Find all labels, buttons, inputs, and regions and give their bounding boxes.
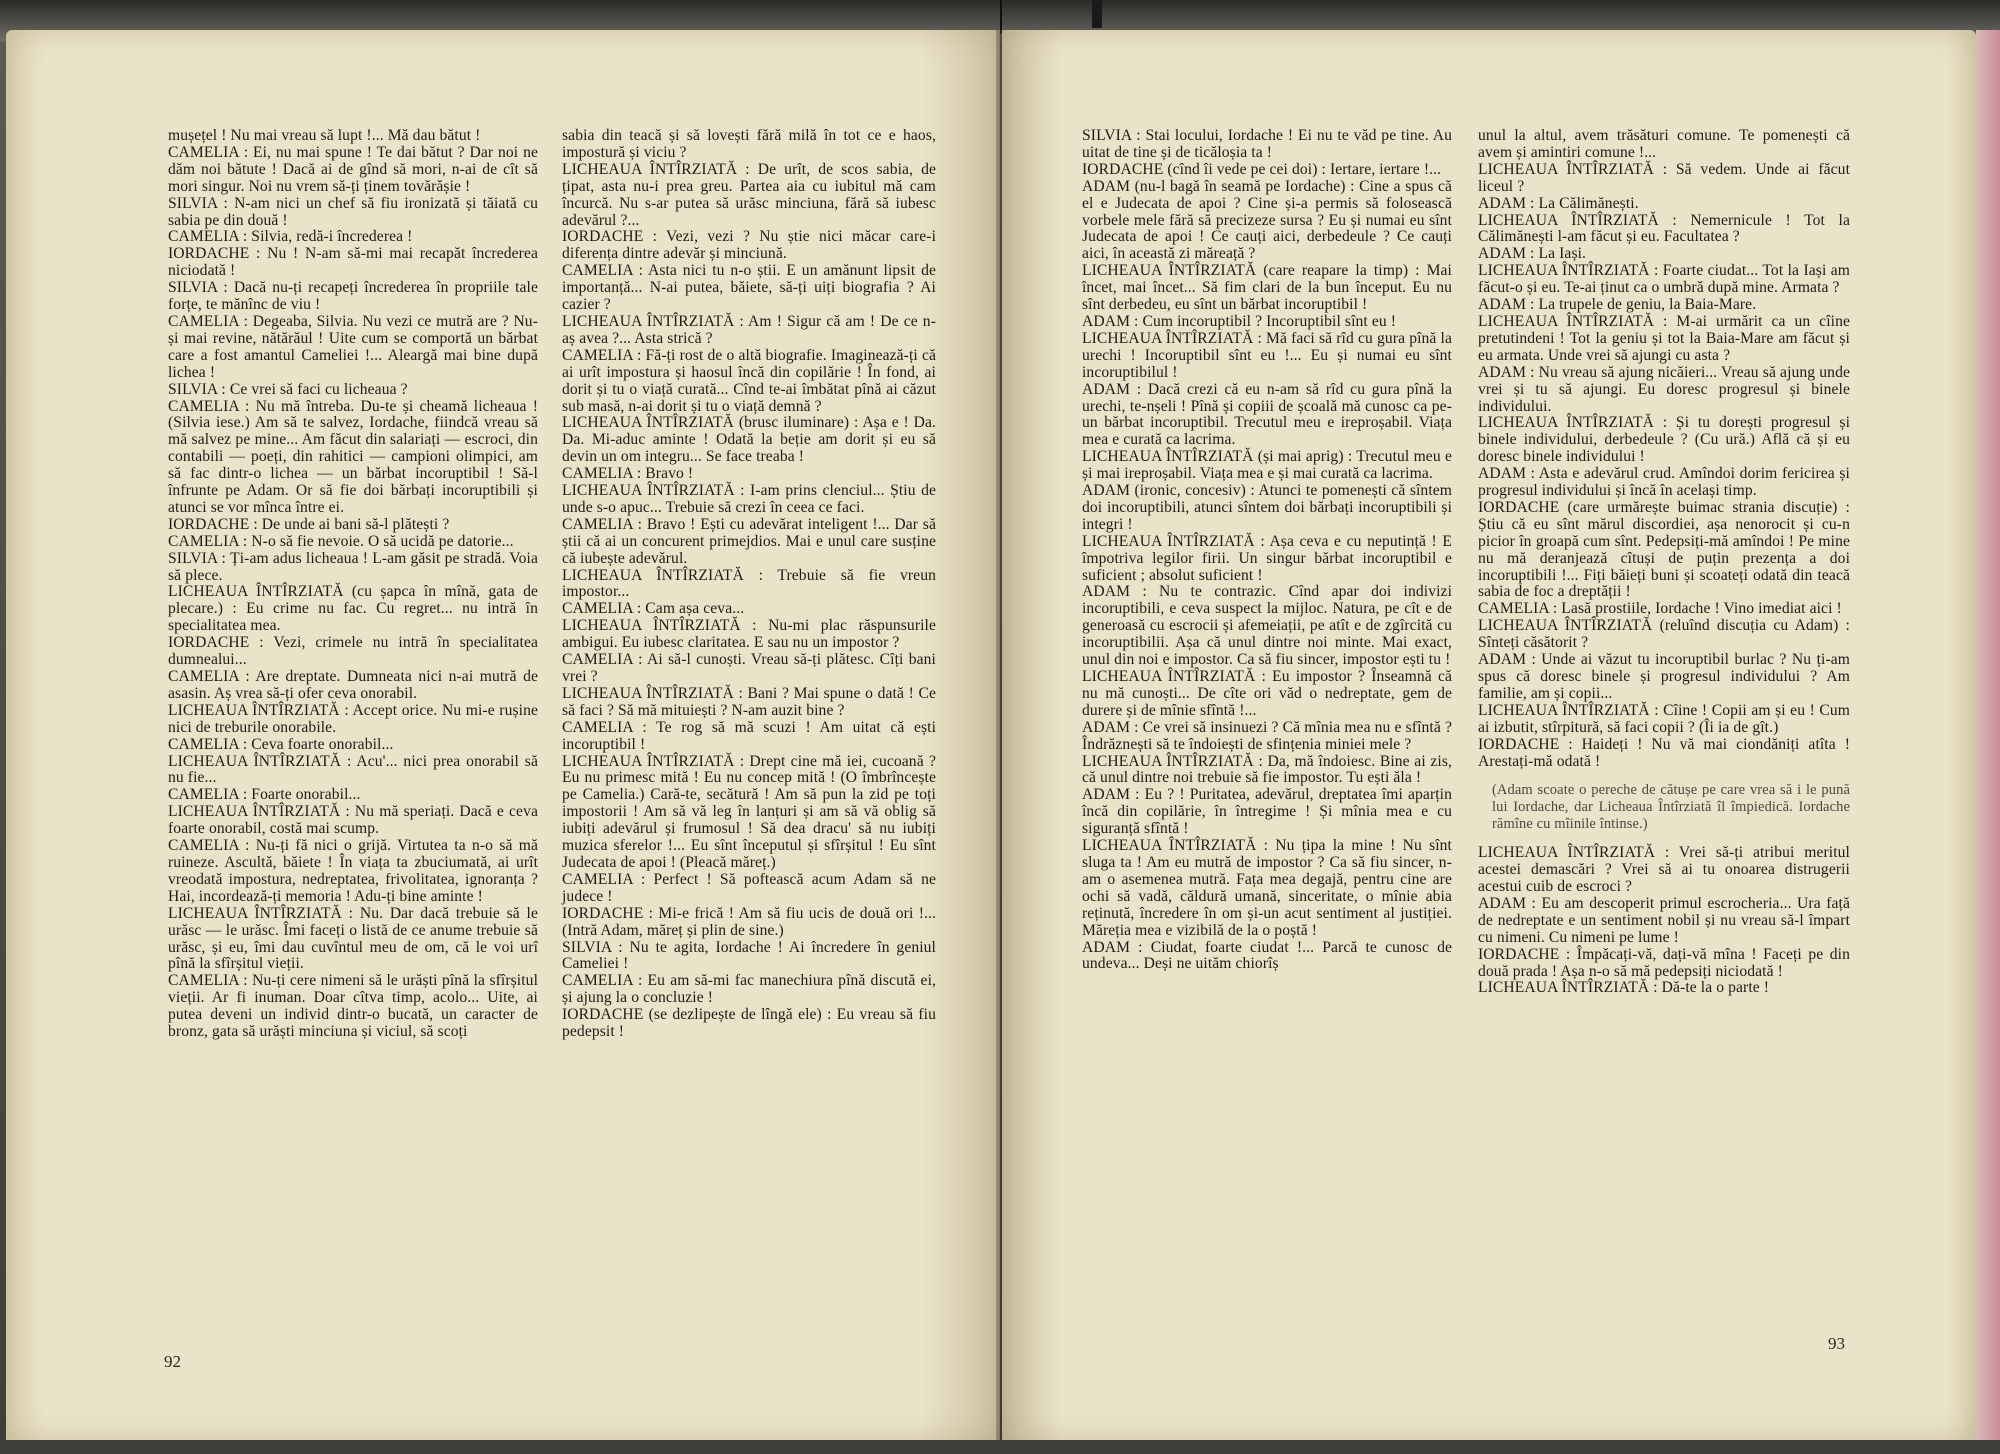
paragraph: ADAM : La trupele de geniu, la Baia-Mare.: [1478, 296, 1757, 314]
paragraph: CAMELIA : N-o să fie nevoie. O să ucidă pe datorie...: [168, 532, 514, 550]
paragraph: LICHEAUA ÎNTÎRZIATĂ : Nu țipa la mine ! Nu sînt sluga ta ! Am eu mutră de impostor ? Ca să fiu sincer, n-am o asemenea mutră. Fața mea degajă, pentru cine are ochi să vadă, căldură umană, sinceritate, o mînie abia reținută, încredere în om și-un acut sentiment al justiției. Măreția mea e vizibilă de la o poștă !: [1082, 837, 1452, 939]
paragraph: mușețel ! Nu mai vreau să lupt !... Mă dau bătut !: [168, 127, 481, 144]
paragraph: CAMELIA : Ai să-l cunoști. Vreau să-ți plătesc. Cîți bani vrei ?: [562, 651, 936, 685]
paragraph: ADAM : Cum incoruptibil ? Incoruptibil sînt eu !: [1082, 312, 1397, 330]
paragraph: LICHEAUA ÎNTÎRZIATĂ : Nu-mi plac răspunsurile ambigui. Eu iubesc claritatea. E sau nu un impostor ?: [562, 617, 936, 652]
paragraph: IORDACHE : Haideți ! Nu vă mai ciondăniți atîta ! Arestați-mă odată !: [1478, 735, 1850, 770]
paragraph: LICHEAUA ÎNTÎRZIATĂ : Foarte ciudat... Tot la Iași am făcut-o și eu. Te-ai ținut ca o umbră după mine. Armata ?: [1478, 262, 1850, 297]
paragraph: LICHEAUA ÎNTÎRZIATĂ : Nemernicule ! Tot la Călimănești l-am făcut și eu. Facultatea ?: [1478, 211, 1850, 246]
paragraph: ADAM : Ciudat, foarte ciudat !... Parcă te cunosc de undeva... Deși ne uităm chiorîș: [1082, 938, 1452, 973]
book-fore-edge: [1976, 30, 2000, 1440]
paragraph: IORDACHE : Mi-e frică ! Am să fiu ucis de două ori !... (Intră Adam, măreț și plin de sine.): [562, 904, 936, 939]
paragraph: ADAM : Nu te contrazic. Cînd apar doi indivizi incoruptibili, e ceva suspect la mijloc. Natura, pe cît e de generoasă cu escrocii și afemeiații, pe atît e de zgîrcită cu incoruptibilii. Așa că unul dintre noi minte. Mai exact, unul din noi e impostor. Ca să fiu sincer, impostor ești tu !: [1082, 583, 1452, 669]
paragraph: LICHEAUA ÎNTÎRZIATĂ : Să vedem. Unde ai făcut liceul ?: [1478, 160, 1850, 195]
paragraph: ADAM : Eu ? ! Puritatea, adevărul, dreptatea îmi aparțin încă din copilărie, în întregime ! Și mînia mea e cu siguranță sfîntă !: [1082, 786, 1452, 838]
left-column-1: [168, 128, 538, 1041]
paragraph: LICHEAUA ÎNTÎRZIATĂ : Eu impostor ? Înseamnă că nu mă cunoști... De cîte ori văd o nedreptate, gem de durere și de mînie sfîntă !...: [1082, 668, 1452, 719]
paragraph: LICHEAUA ÎNTÎRZIATĂ : Am ! Sigur că am ! De ce n-aș avea ?... Asta strică ?: [562, 312, 936, 347]
right-column-1: [1082, 128, 1452, 973]
page-number-right: 93: [1828, 1334, 1845, 1353]
paragraph: SILVIA : Nu te agita, Iordache ! Ai încredere în geniul Cameliei !: [562, 938, 936, 973]
paragraph: LICHEAUA ÎNTÎRZIATĂ : Da, mă îndoiesc. Bine ai zis, că unul dintre noi trebuie să fie impostor. Tu ești ăla !: [1082, 752, 1452, 787]
right-column-2: [1478, 128, 1850, 997]
paragraph: CAMELIA : Silvia, redă-i încrederea !: [168, 228, 413, 246]
paragraph: LICHEAUA ÎNTÎRZIATĂ : I-am prins clenciul... Știu de unde s-o apuc... Trebuie să crezi în ceea ce faci.: [562, 482, 936, 516]
paragraph: SILVIA : Stai locului, Iordache ! Ei nu te văd pe tine. Au uitat de tine și de ticăloșia ta !: [1082, 127, 1452, 161]
paragraph: ADAM (nu-l bagă în seamă pe Iordache) : Cine a spus că el e Judecata de apoi ? Cine și-a permis să folosească vorbele mele fără să precizeze sursa ? Eu și numai eu sînt Judecata de apoi ! Ce cauți aici, derbedeule ? Ce cauți aici, în această zi măreață ?: [1082, 177, 1452, 263]
paragraph: ADAM : Eu am descoperit primul escrocheria... Ura față de nedreptate e un sentiment nobil și nu vreau să-l împart cu nimeni. Cu nimeni pe lume !: [1478, 894, 1850, 946]
paragraph: ADAM : Ce vrei să insinuezi ? Că mînia mea nu e sfîntă ? Îndrăznești să te îndoiești de sfințenia miniei mele ?: [1082, 718, 1452, 753]
left-column-2: [562, 128, 936, 1041]
paragraph: LICHEAUA ÎNTÎRZIATĂ (și mai aprig) : Trecutul meu e și mai ireproșabil. Viața mea e și mai curată ca lacrima.: [1082, 448, 1452, 483]
paragraph: CAMELIA : Fă-ți rost de o altă biografie. Imaginează-ți că ai urît impostura și haosul încă din copilărie ! În fond, ai dorit și tu o viață curată... Cînd te-ai îmbătat pînă ai căzut sub masă, n-ai dorit și tu o viață demnă ?: [562, 346, 936, 415]
paragraph: ADAM : La Iași.: [1478, 245, 1587, 263]
paragraph: SILVIA : N-am nici un chef să fiu ironizată și tăiată cu sabia pe din două !: [168, 194, 538, 229]
paragraph: ADAM : Dacă crezi că eu n-am să rîd cu gura pînă la urechi, te-nșeli ! Pînă și copiii de școală mă cunosc ca pe-un bărbat incoruptibil. Trecutul meu e ireproșabil. Viața mea e curată ca lacrima.: [1082, 380, 1452, 449]
paragraph: SILVIA : Dacă nu-ți recapeți încrederea în propriile tale forțe, te mănînc de viu !: [168, 279, 538, 314]
paragraph: LICHEAUA ÎNTÎRZIATĂ : Și tu dorești progresul și binele individului, derbedeule ? (Cu ură.) Află că și eu doresc binele individului !: [1478, 414, 1850, 466]
paragraph: CAMELIA : Lasă prostiile, Iordache ! Vino imediat aici !: [1478, 600, 1842, 618]
paragraph: IORDACHE (cînd îi vede pe cei doi) : Iertare, iertare !...: [1082, 160, 1442, 178]
paragraph: LICHEAUA ÎNTÎRZIATĂ : Acu'... nici prea onorabil să nu fie...: [168, 752, 538, 787]
paragraph: LICHEAUA ÎNTÎRZIATĂ (care reapare la timp) : Mai încet, mai încet... Să fim clari de la bun început. Eu nu sînt derbedeu, eu sînt un bărbat incoruptibil !: [1082, 262, 1452, 314]
paragraph: IORDACHE : Nu ! N-am să-mi mai recapăt încrederea niciodată !: [168, 245, 538, 280]
paragraph: IORDACHE (se dezlipește de lîngă ele) : Eu vreau să fiu pedepsit !: [562, 1006, 936, 1041]
paragraph: CAMELIA : Cam așa ceva...: [562, 600, 745, 618]
paragraph: CAMELIA : Ei, nu mai spune ! Te dai bătut ? Dar noi ne dăm noi bătute ! Dacă ai de gînd să mori, n-ai de cît să mori singur. Noi nu vrem să-ți ținem tovărășie !: [168, 143, 538, 195]
paragraph: LICHEAUA ÎNTÎRZIATĂ : Așa ceva e cu neputință ! E împotriva legilor firii. Un singur bărbat incoruptibil e suficient ; absolut suficient !: [1082, 532, 1452, 584]
paragraph: IORDACHE : De unde ai bani să-l plătești ?: [168, 515, 450, 533]
paragraph: LICHEAUA ÎNTÎRZIATĂ (cu șapca în mînă, gata de plecare.) : Eu crime nu fac. Cu regret... nu intră în specialitatea mea.: [168, 583, 538, 635]
paragraph: ADAM (ironic, concesiv) : Atunci te pomenești că sîntem doi incoruptibili, atunci sîntem doi bărbați incoruptibili și integri !: [1082, 482, 1452, 533]
paragraph: LICHEAUA ÎNTÎRZIATĂ (brusc iluminare) : Așa e ! Da. Da. Mi-aduc aminte ! Odată la beție am dorit și eu să devin un om integru... Se face treaba !: [562, 414, 936, 466]
paragraph: CAMELIA : Eu am să-mi fac manechiura pînă discută ei, și ajung la o concluzie !: [562, 972, 936, 1007]
paragraph: sabia din teacă și să lovești fără milă în tot ce e haos, impostură și viciu ?: [562, 127, 936, 161]
bookmark-ribbon: [1000, 0, 1002, 34]
paragraph: CAMELIA : Are dreptate. Dumneata nici n-ai mutră de asasin. Aș vrea să-ți ofer ceva onorabil.: [168, 668, 538, 702]
paragraph: ADAM : Asta e adevărul crud. Amîndoi dorim fericirea și progresul individului și încă în același timp.: [1478, 465, 1850, 500]
page-number-left: 92: [164, 1352, 181, 1371]
paragraph: CAMELIA : Degeaba, Silvia. Nu vezi ce mutră are ? Nu-și mai revine, nătărăul ! Uite cum se comportă un bărbat care a fost amantul Cameliei !... Aleargă mai bine după lichea !: [168, 312, 538, 381]
paragraph: LICHEAUA ÎNTÎRZIATĂ : Mă faci să rîd cu gura pînă la urechi ! Incoruptibil sînt eu !... Eu și numai eu sînt incoruptibilul !: [1082, 329, 1452, 381]
paragraph: IORDACHE (care urmărește buimac strania discuție) : Știu că eu sînt mărul discordiei, așa nenorocit și cu-n picior în groapă cum sînt. Pedepsiți-mă amîndoi ! Pe mine nu mă deranjează cîtuși de puțin prezența a doi incoruptibili !... Fiți băieți buni și scoateți odată din teacă sabia de foc a dreptății !: [1478, 498, 1850, 601]
left-page: [6, 30, 1000, 1440]
paragraph: ADAM : Nu vreau să ajung nicăieri... Vreau să ajung unde vrei și tu să ajungi. Eu doresc progresul și binele individului.: [1478, 363, 1850, 415]
paragraph: SILVIA : Ce vrei să faci cu licheaua ?: [168, 380, 408, 398]
bookmark-ribbon-2: [1092, 0, 1102, 28]
paragraph: LICHEAUA ÎNTÎRZIATĂ : Drept cine mă iei, cucoană ? Eu nu primesc mită ! Eu nu concep mită ! (O îmbrîncește pe Camelia.) Cară-te, secătură ! Am să pun la zid pe toți impostorii ! Am să vă leg în lanțuri și am să vă oblig să iubiți adevărul și frumosul ! Să dea dracu' să nu iubiți muzica sferelor !... Eu sînt începutul și sfîrșitul ! Eu sînt Judecata de apoi ! (Pleacă măreț.): [562, 752, 936, 871]
paragraph: LICHEAUA ÎNTÎRZIATĂ : Nu. Dar dacă trebuie să le urăsc — le urăsc. Îmi faceți o listă de ce anume trebuie să urăsc, și eu, îmi dau cuvîntul meu de om, că le voi urî pînă la sfîrșitul vieții.: [168, 904, 538, 973]
paragraph: LICHEAUA ÎNTÎRZIATĂ : Trebuie să fie vreun impostor...: [562, 566, 936, 601]
paragraph: ADAM : La Călimănești.: [1478, 194, 1639, 212]
paragraph: CAMELIA : Ceva foarte onorabil...: [168, 735, 394, 753]
paragraph: IORDACHE : Vezi, crimele nu intră în specialitatea dumnealui...: [168, 634, 538, 669]
paragraph: LICHEAUA ÎNTÎRZIATĂ (reluînd discuția cu Adam) : Sînteți căsătorit ?: [1478, 617, 1850, 652]
paragraph: LICHEAUA ÎNTÎRZIATĂ : Accept orice. Nu mi-e rușine nici de treburile onorabile.: [168, 701, 538, 736]
paragraph: CAMELIA : Bravo !: [562, 465, 694, 483]
paragraph: CAMELIA : Te rog să mă scuzi ! Am uitat că ești incoruptibil !: [562, 718, 936, 753]
paragraph: IORDACHE : Împăcați-vă, dați-vă mîna ! Faceți pe din două prada ! Așa n-o să mă pedepsiți niciodată !: [1478, 945, 1850, 980]
paragraph: LICHEAUA ÎNTÎRZIATĂ : Bani ? Mai spune o dată ! Ce să faci ? Să mă mituiești ? N-am auzit bine ?: [562, 684, 936, 719]
right-page: [1002, 30, 1976, 1440]
paragraph: CAMELIA : Asta nici tu n-o știi. E un amănunt lipsit de importanță... N-ai putea, băiete, să-ți uiți biografia ? Ai cazier ?: [562, 262, 936, 314]
paragraph: LICHEAUA ÎNTÎRZIATĂ : Vrei să-ți atribui meritul acestei demascări ? Vrei să ai tu onoarea distrugerii acestui cuib de escroci ?: [1478, 844, 1850, 895]
paragraph: IORDACHE : Vezi, vezi ? Nu știe nici măcar care-i diferența dintre adevăr și minciună.: [562, 228, 936, 263]
paragraph: CAMELIA : Bravo ! Ești cu adevărat inteligent !... Dar să știi că ai un concurent primejdios. Mai e unul care susține că iubește adevărul.: [562, 515, 936, 567]
paragraph: LICHEAUA ÎNTÎRZIATĂ : M-ai urmărit ca un cîine pretutindeni ! Tot la geniu și tot la Baia-Mare am făcut și eu armata. Unde vrei să ajungi cu asta ?: [1478, 312, 1850, 364]
paragraph: CAMELIA : Nu mă întreba. Du-te și cheamă licheaua ! (Silvia iese.) Am să te salvez, Iordache, fiindcă vreau să mă salvez pe mine... Am făcut din salariați — escroci, din contabili — poeți, din rahitici — campioni olimpici, am să fac dintr-o lichea — un bărbat incoruptibil ! Să-l înfrunte pe Adam. Or să fie doi bărbați incoruptibili și atunci se vor mînca între ei.: [168, 397, 538, 516]
paragraph: CAMELIA : Nu-ți cere nimeni să le urăști pînă la sfîrșitul vieții. Ar fi inuman. Doar cîtva timp, acolo... Uite, ai putea deveni un individ dintr-o bucată, un caracter de bronz, gata să urăști minciuna și viciul, să scoți: [168, 972, 538, 1041]
paragraph: LICHEAUA ÎNTÎRZIATĂ : Dă-te la o parte !: [1478, 979, 1770, 997]
paragraph: CAMELIA : Nu-ți fă nici o grijă. Virtutea ta n-o să mă ruineze. Ascultă, băiete ! În viața ta zbuciumată, ai urît vreodată impostura, nedreptatea, frivolitatea, ignoranța ? Hai, incordează-ți memoria ! Adu-ți bine aminte !: [168, 837, 538, 905]
paragraph: ADAM : Unde ai văzut tu incoruptibil burlac ? Nu ți-am spus că doresc binele și progresul individului ? Am familie, am și copii...: [1478, 651, 1850, 702]
paragraph: (Adam scoate o pereche de cătușe pe care vrea să i le pună lui Iordache, dar Licheaua Întîrziată îl împiedică. Iordache rămîne cu mîinile întinse.): [1492, 782, 1850, 833]
paragraph: unul la altul, avem trăsături comune. Te pomenești că avem și amintiri comune !...: [1478, 127, 1850, 161]
paragraph: CAMELIA : Foarte onorabil...: [168, 786, 361, 804]
paragraph: SILVIA : Ți-am adus licheaua ! L-am găsit pe stradă. Voia să plece.: [168, 549, 538, 584]
paragraph: LICHEAUA ÎNTÎRZIATĂ : Cîine ! Copii am și eu ! Cum ai izbutit, stîrpitură, să faci copii ? (Îi ia de gît.): [1478, 701, 1850, 736]
paragraph: CAMELIA : Perfect ! Să poftească acum Adam să ne judece !: [562, 870, 936, 905]
paragraph: LICHEAUA ÎNTÎRZIATĂ : De urît, de scos sabia, de țipat, asta nu-i prea greu. Partea aia cu iubitul mă cam încurcă. Nu s-ar putea să urăsc minciuna, fără să iubesc adevărul ?...: [562, 160, 936, 229]
paragraph: LICHEAUA ÎNTÎRZIATĂ : Nu mă speriați. Dacă e ceva foarte onorabil, costă mai scump.: [168, 803, 538, 838]
